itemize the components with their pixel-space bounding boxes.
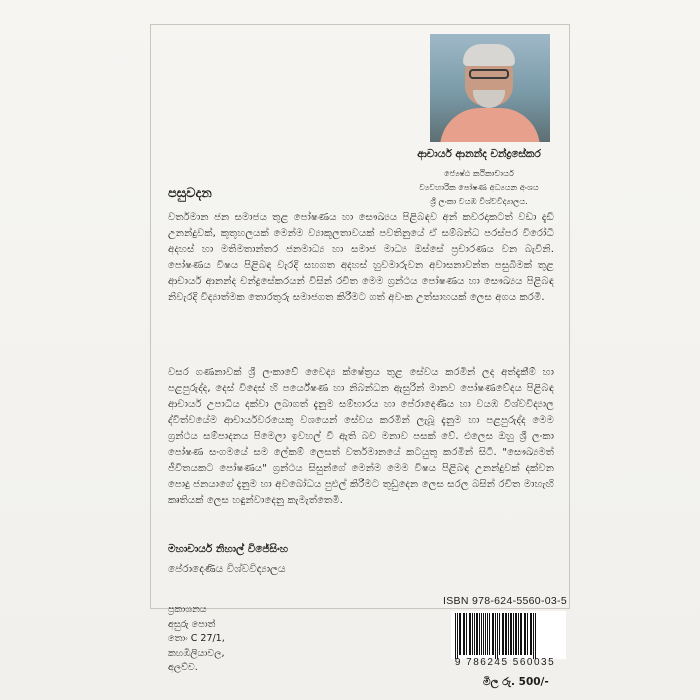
barcode-bar [508, 613, 509, 655]
publisher-address-line: කහඹිලියාවල, [168, 647, 225, 659]
caption-line: ව්‍යවහාරික පෝෂණ අධ්‍යයන අංශය [419, 182, 539, 192]
barcode-bar [485, 613, 486, 655]
barcode-bar [502, 613, 504, 655]
barcode-bar [472, 613, 473, 655]
barcode-bar [457, 613, 458, 659]
barcode-bar [466, 613, 467, 655]
author-photo [430, 34, 550, 142]
barcode-bar [459, 613, 461, 655]
publisher-block [168, 603, 225, 676]
publisher-label: ප්‍රකාශනය [168, 604, 207, 615]
barcode-bar [483, 613, 484, 655]
barcode-bar [497, 613, 498, 659]
preface-paragraph: වසර ගණනාවක් ශ්‍රී ලංකාවේ වෛද්‍ය ක්ෂේත්‍රය තුළ සේවය කරමින් ලද අත්දැකීම් හා පළපුරුද්ද, දෙස් විදෙස් හි පර්යේෂණ හා නිබන්ධන ඇසුරින් මානව පෝෂණවේදය පිළිබඳ ආචාර්ය උපාධිය දක්වා ලබාගත් දැනුම සම්භාරය හා පේරාදෙණිය හා වයඹ විශ්වවිද්‍යාල ද්විත්වයේම ආචාර්යවරයෙකු වශයෙන් සේවය කරමින් ලැබූ දැනුම හා පළපුරුද්ද මෙම ග්‍රන්ථය සම්පාදනය පිමෙලා ඉවහල් වී ඇති බව මනාව පසක් වේ. එලෙස ඔහු ශ්‍රී ලංකා පෝෂණ සංගමයේ සම ලේකම් ලෙසත් වර්තමානයේ කටයුතු කරමින් සිටී. "සෞඛ්‍යමත් ජීවිතයකට පෝෂණය" ග්‍රන්ථය සිසුන්ගේ මෙන්ම මෙම විෂය පිළිබඳ උනන්දුවක් දක්වන පොදු ජනයාගේ දැනුම හා අවබෝධය පුළුල් කිරීමට තුඩුදෙන ලෙස සරල බසින් රචිත මාහැඟි කෘතියක් ලෙස හඳුන්වාදෙනු කැමැත්තෙමි. [168, 367, 554, 506]
preface-author: මහාචාර්ය නිහාල් විජේසිංහ [168, 543, 289, 555]
barcode-bar [520, 613, 522, 655]
barcode-bar [476, 613, 478, 655]
preface-paragraph: වර්තමාන ජන සමාජය තුළ පෝෂණය හා සෞඛ්‍යය පිළිබඳව අන් කවරදාකටත් වඩා දැඩි උනන්දුවක්, කුතුහලයක් මෙන්ම ව්‍යාකූලතාවයක් පවතිනුයේ ඒ සම්බන්ධ පරස්පර විරෝධී අදහස් හා මතිමතාන්තර ජනමාධ්‍ය හා සමාජ මාධ්‍ය ඔස්සේ ප්‍රචාරණය වන බැවිනි. පෝෂණය විෂය පිළිබඳ වැරදි සහගත අදහස් හුවමාරුවන අවාසනාවන්ත පසුබිමක් තුළ ආචාර්ය ආනන්ද චන්ද්‍රසේකරයන් විසින් රචිත මෙම ග්‍රන්ථය පෝෂණය හා සෞඛ්‍යය පිළිබඳ නිවැරදි විද්‍යාත්මක තොරතුරු සමාජගත කිරීමට ගත් අවංක උත්සාහයක් ලෙස අගය කරමි. [168, 212, 554, 303]
barcode-bar [487, 613, 488, 655]
barcode-bar [530, 613, 532, 655]
barcode-bar [492, 613, 494, 655]
barcode-bar [524, 613, 526, 655]
isbn-label: ISBN 978-624-5560-03-5 [443, 595, 567, 607]
caption-line: ශ්‍රී ලංකා වයඹ විශ්වවිද්‍යාලය. [430, 196, 528, 206]
barcode-bar [463, 613, 465, 655]
barcode-bar [495, 613, 496, 659]
barcode-bar [515, 613, 517, 655]
publisher-name: අසුරු පොත් [168, 618, 216, 630]
barcode-bar [518, 613, 519, 655]
photo-shirt [440, 108, 540, 142]
barcode-bar [510, 613, 512, 655]
barcode-bar [474, 613, 475, 655]
publisher-address-line: තොං C 27/1, [168, 633, 225, 644]
price: මිල රු. 500/- [483, 676, 549, 688]
barcode-bars [451, 611, 566, 659]
barcode-bar [499, 613, 500, 655]
preface-affiliation: පේරාදෙණිය විශ්වවිද්‍යාලය [168, 563, 286, 575]
caption-name: ආචාර්ය ආනන්ද චන්ද්‍රසේකර [417, 148, 541, 160]
barcode-digits: 9 786245 560035 [454, 657, 556, 668]
caption-line: ජ්‍යෙෂ්ඨ කථිකාචාර්ය [444, 168, 514, 178]
photo-caption [398, 148, 560, 208]
barcode-bar [513, 613, 514, 655]
barcode-bar [479, 613, 480, 655]
barcode-bar [535, 613, 536, 659]
barcode-bar [505, 613, 507, 655]
barcode-bar [527, 613, 528, 655]
barcode-bar [469, 613, 471, 655]
preface-heading: පසුවදන [168, 186, 212, 201]
barcode-bar [489, 613, 490, 655]
publisher-address-line: අලව්ව. [168, 662, 198, 673]
barcode-bar [455, 613, 456, 659]
barcode-bar [533, 613, 534, 659]
barcode [451, 611, 566, 659]
photo-glasses [469, 69, 509, 79]
barcode-bar [481, 613, 482, 655]
photo-beard [473, 90, 505, 108]
photo-hair [463, 44, 515, 66]
